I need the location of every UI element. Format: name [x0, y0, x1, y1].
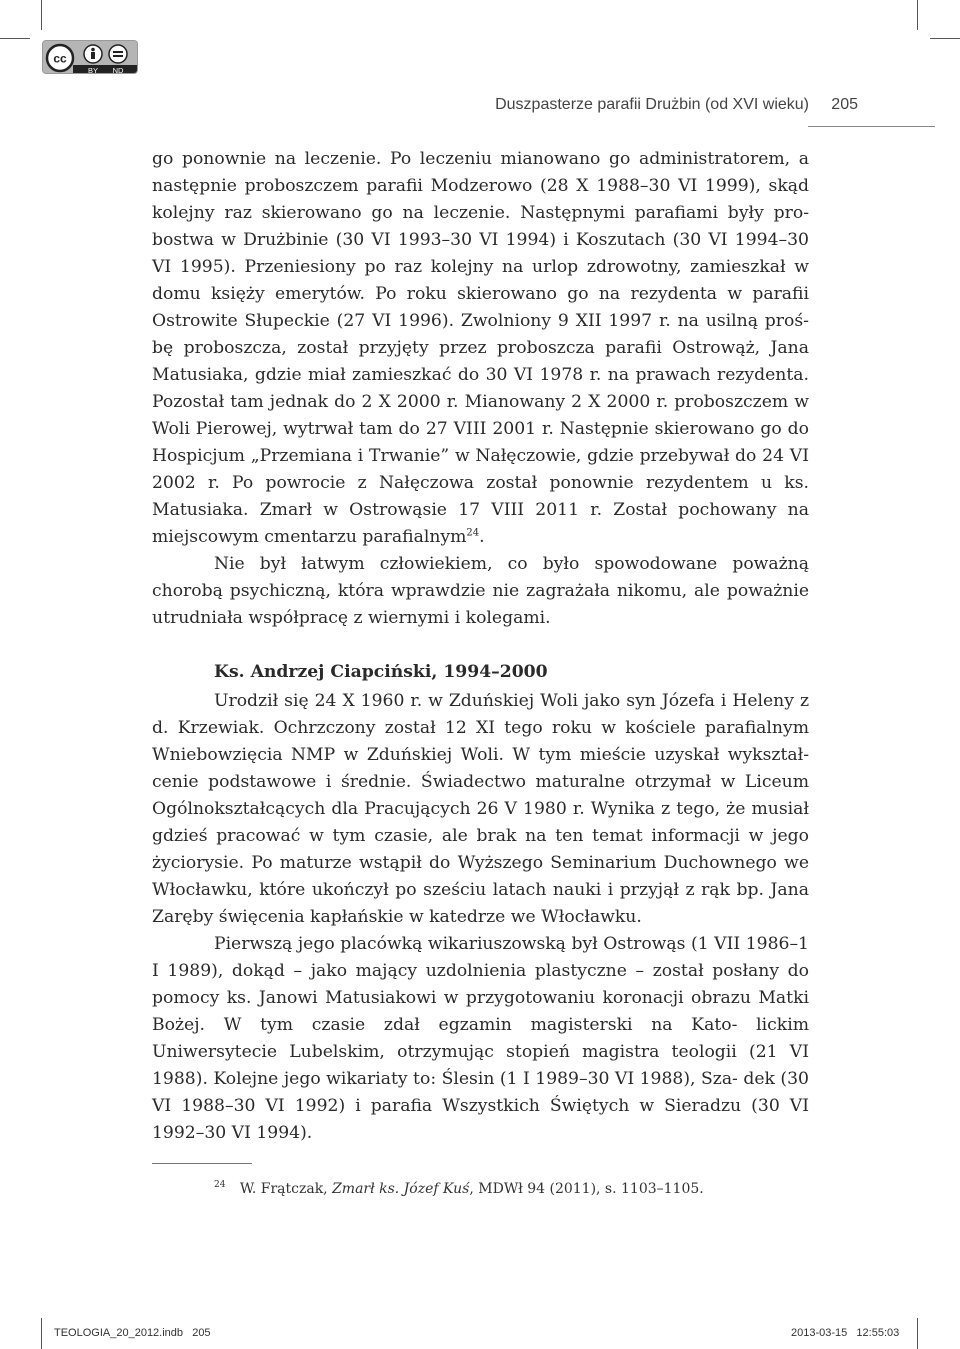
line: bostwa w Drużbinie (30 VI 1993–30 VI 1994) i Koszutach (30 VI 1994–30: [152, 230, 809, 250]
line: Wniebowzięcia NMP w Zduńskiej Woli. W tym mieście uzyskał wykształ-: [152, 745, 809, 765]
paragraph-2: [152, 551, 809, 632]
crop-mark-bottom-right: [917, 1318, 918, 1349]
svg-text:BY: BY: [87, 66, 99, 74]
line: go do Hospicjum „Przemiana i Trwanie” w Nałęczowie, gdzie przebywał: [152, 419, 810, 466]
line: go ponownie na leczenie. Po leczeniu mianowano go administratorem,: [152, 149, 791, 169]
by-icon: [84, 45, 102, 63]
line: (30 VI 1992–30 VI 1994).: [152, 1096, 809, 1143]
line: lickim Uniwersytecie Lubelskim, otrzymując stopień magistra teologii: [152, 1015, 809, 1062]
line: do 24 VI 2002 r. Po powrocie z Nałęczowa został ponownie rezydentem: [152, 446, 809, 493]
line: u ks. Matusiaka. Zmarł w Ostrowąsie 17 VIII 2011 r. Został pochowany: [152, 473, 810, 520]
footnote-author: W. Frątczak,: [239, 1181, 328, 1197]
slug-file: TEOLOGIA_20_2012.indb 205: [54, 1327, 211, 1339]
line: obrazu Matki Bożej. W tym czasie zdał egzamin magisterski na Kato-: [152, 988, 809, 1035]
line: cenie podstawowe i średnie. Świadectwo maturalne otrzymał w Liceum: [152, 772, 809, 792]
period: .: [479, 527, 485, 547]
paragraph-1: [152, 146, 809, 551]
line: chorobą psychiczną, która wprawdzie nie zagrażała nikomu, ale poważnie: [152, 581, 809, 601]
slug-timestamp: 2013-03-15 12:55:03: [791, 1327, 900, 1339]
footnote-24: [214, 1181, 704, 1197]
svg-text:cc: cc: [53, 51, 67, 66]
crop-mark-top-right: [917, 0, 918, 30]
cc-license-badge: [42, 40, 138, 74]
nd-icon: [109, 45, 127, 63]
line: utrudniała współpracę z wiernymi i kolegami.: [152, 608, 551, 628]
crop-mark-top-left-h: [0, 38, 30, 39]
line: Nie był łatwym człowiekiem, co było spowodowane poważną: [214, 554, 809, 574]
footnote-source: , MDWł 94 (2011), s. 1103–1105.: [469, 1181, 704, 1197]
line: Pozostał tam jednak do 2 X 2000 r. Mianowany 2 X 2000 r. proboszczem: [152, 392, 789, 412]
running-head-title: Duszpasterze parafii Drużbin (od XVI wieku): [495, 96, 809, 113]
line: Urodził się 24 X 1960 r. w Zduńskiej Woli jako syn Józefa i Heleny: [214, 691, 794, 711]
line: Matusiaka, gdzie miał zamieszkać do 30 VI 1978 r. na prawach rezydenta.: [152, 365, 809, 385]
line: bę proboszcza, został przyjęty przez proboszcza parafii Ostrowąż, Jana: [152, 338, 809, 358]
line: z d. Krzewiak. Ochrzczony został 12 XI tego roku w kościele parafialnym: [152, 691, 810, 738]
crop-mark-top-right-h: [930, 38, 960, 39]
crop-mark-top-left: [41, 0, 42, 30]
line: w Woli Pierowej, wytrwał tam do 27 VIII 2001 r. Następnie skierowano: [152, 392, 809, 439]
line: dek (30 VI 1988–30 VI 1992) i parafia Wszystkich Świętych w Sieradzu: [152, 1069, 809, 1116]
paragraph-4: [152, 931, 809, 1147]
line: kolejny raz skierowano go na leczenie. Następnymi parafiami były pro-: [152, 203, 809, 223]
page-number: 205: [831, 96, 858, 113]
section-heading: Ks. Andrzej Ciapciński, 1994–2000: [214, 662, 548, 682]
line: a następnie proboszczem parafii Modzerowo (28 X 1988–30 VI 1999), skąd: [152, 149, 810, 196]
line: VI 1995). Przeniesiony po raz kolejny na urlop zdrowotny, zamieszkał: [152, 257, 786, 277]
line: gdzieś pracować w tym czasie, ale brak na ten temat informacji w jego: [152, 826, 809, 846]
line: we Włocławku, które ukończył po sześciu latach nauki i przyjął z rąk bp.: [152, 853, 809, 900]
body-text-continued: [152, 146, 809, 632]
footnote-title: Zmarł ks. Józef Kuś: [332, 1181, 470, 1197]
running-head: [420, 96, 960, 126]
line: Ogólnokształcących dla Pracujących 26 V 1980 r. Wynika z tego, że musiał: [152, 799, 809, 819]
body-text-biography: [152, 688, 809, 1147]
line: posłany do pomocy ks. Janowi Matusiakowi w przygotowaniu koronacji: [152, 961, 809, 1008]
line: 1986–1 I 1989), dokąd – jako mający uzdolnienia plastyczne – został: [152, 934, 809, 981]
line: w domu księży emerytów. Po roku skierowano go na rezydenta w parafii: [152, 257, 809, 304]
line: Ostrowite Słupeckie (27 VI 1996). Zwolniony 9 XII 1997 r. na usilną proś-: [152, 311, 809, 331]
footnote-number: 24: [214, 1180, 226, 1191]
footnote-reference[interactable]: 24: [466, 527, 480, 539]
crop-mark-bottom-left: [41, 1318, 42, 1349]
line: Pierwszą jego placówką wikariuszowską był Ostrowąs (1 VII: [214, 934, 741, 954]
line: (21 VI 1988). Kolejne jego wikariaty to: Ślesin (1 I 1989–30 VI 1988), Sza-: [152, 1042, 809, 1089]
svg-text:ND: ND: [112, 66, 124, 74]
paragraph-3: [152, 688, 809, 931]
line: Jana Zaręby święcenia kapłańskie w katedrze we Włocławku.: [152, 880, 810, 927]
header-rule: [808, 126, 935, 127]
line: na miejscowym cmentarzu parafialnym: [152, 500, 809, 547]
cc-icon: [47, 45, 73, 71]
line: życiorysie. Po maturze wstąpił do Wyższego Seminarium Duchownego: [152, 853, 777, 873]
footnote-rule: [152, 1163, 252, 1164]
